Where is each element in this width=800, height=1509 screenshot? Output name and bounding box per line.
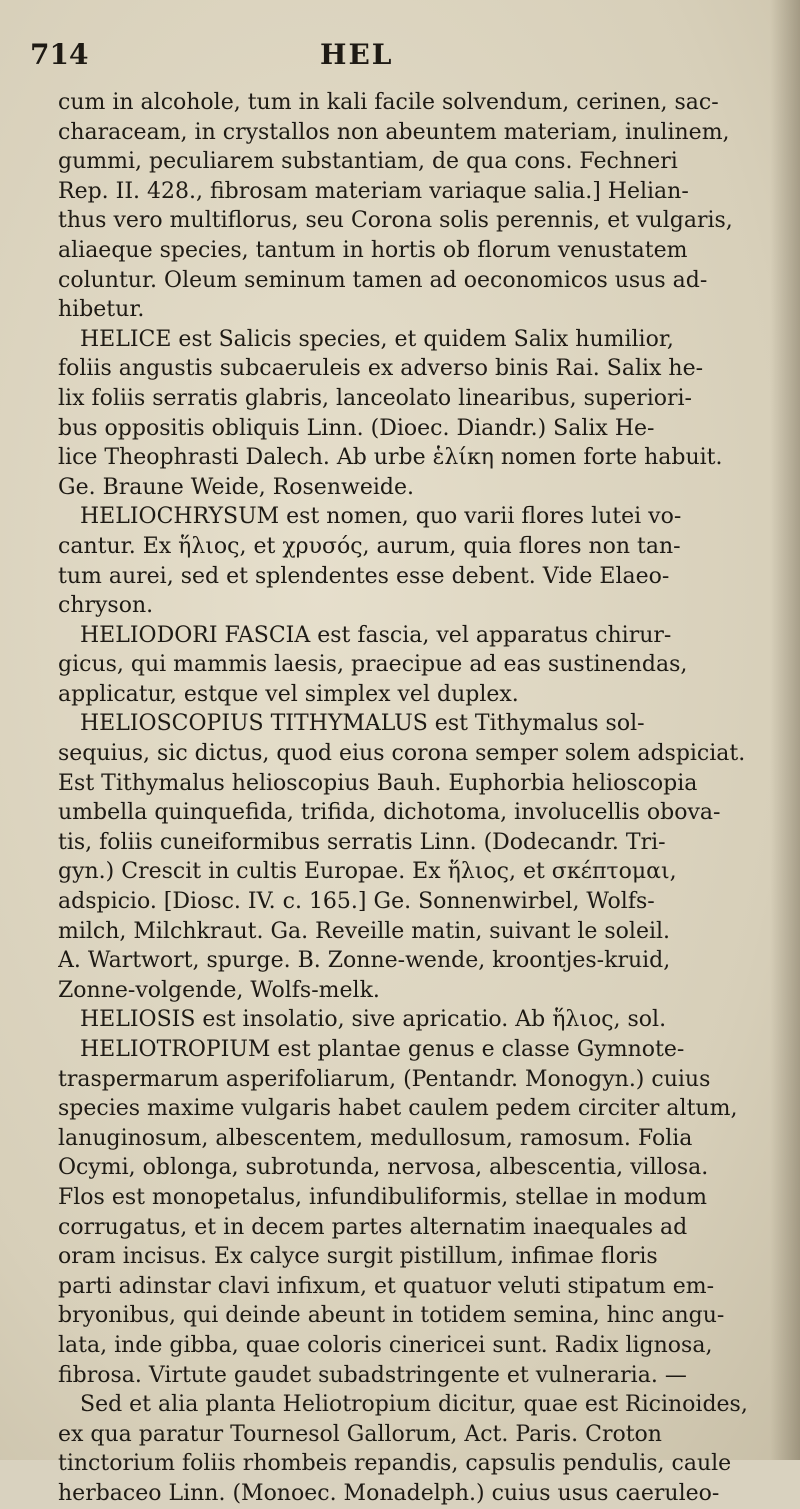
entry-heading-line: HELIOCHRYSUM est nomen, quo varii flores lutei vo-: [80, 504, 682, 530]
text-line: lata, inde gibba, quae coloris cinericei sunt. Radix lignosa,: [58, 1332, 713, 1358]
text-line: traspermarum asperifoliarum, (Pentandr. Monogyn.) cuius: [58, 1066, 711, 1092]
entry-heading-line: HELICE est Salicis species, et quidem Salix humilior,: [80, 326, 674, 352]
text-line: Ocymi, oblonga, subrotunda, nervosa, albescentia, villosa.: [58, 1155, 709, 1181]
text-line: Ge. Braune Weide, Rosenweide.: [58, 474, 414, 500]
text-line: lice Theophrasti Dalech. Ab urbe ἑλίκη nomen forte habuit.: [58, 445, 723, 471]
text-line: fibrosa. Virtute gaudet subadstringente et vulneraria. —: [58, 1362, 687, 1388]
text-line: Rep. II. 428., fibrosam materiam variaque salia.] Helian-: [58, 178, 689, 204]
text-line: tum aurei, sed et splendentes esse debent. Vide Elaeo-: [58, 563, 670, 589]
text-line: adspicio. [Diosc. IV. c. 165.] Ge. Sonnenwirbel, Wolfs-: [58, 889, 655, 915]
page-header: [30, 38, 760, 78]
entry-heading-line: HELIOTROPIUM est plantae genus e classe Gymnote-: [80, 1037, 685, 1062]
text-line: cum in alcohole, tum in kali facile solvendum, cerinen, sac-: [58, 90, 719, 115]
text-line: oram incisus. Ex calyce surgit pistillum, infimae floris: [58, 1244, 658, 1270]
running-head: HEL: [320, 38, 394, 71]
text-line: A. Wartwort, spurge. B. Zonne-wende, kroontjes-kruid,: [58, 948, 671, 974]
page-number: 714: [30, 38, 89, 71]
text-line: bryonibus, qui deinde abeunt in totidem semina, hinc angu-: [58, 1303, 725, 1329]
text-line: bus oppositis obliquis Linn. (Dioec. Diandr.) Salix He-: [58, 415, 655, 441]
text-line: parti adinstar clavi infixum, et quatuor veluti stipatum em-: [58, 1273, 715, 1299]
entry-heading-line: HELIOSCOPIUS TITHYMALUS est Tithymalus sol-: [80, 711, 645, 737]
page-edge-shadow: [770, 0, 800, 1460]
text-line: lanuginosum, albescentem, medullosum, ramosum. Folia: [58, 1125, 693, 1151]
text-line: Zonne-volgende, Wolfs-melk.: [58, 977, 380, 1003]
text-line: umbella quinquefida, trifida, dichotoma, involucellis obova-: [58, 800, 721, 826]
text-line: gummi, peculiarem substantiam, de qua cons. Fechneri: [58, 149, 678, 175]
entry-heading-line: HELIOSIS est insolatio, sive apricatio. Ab ἥλιος, sol.: [80, 1007, 667, 1033]
text-line: milch, Milchkraut. Ga. Reveille matin, suivant le soleil.: [58, 918, 671, 944]
body-text: [58, 88, 770, 1509]
text-line: sequius, sic dictus, quod eius corona semper solem adspiciat.: [58, 741, 746, 767]
text-line: tinctorium foliis rhombeis repandis, capsulis pendulis, caule: [58, 1451, 732, 1477]
text-line: species maxime vulgaris habet caulem pedem circiter altum,: [58, 1096, 738, 1122]
text-line: gicus, qui mammis laesis, praecipue ad eas sustinendas,: [58, 652, 688, 678]
text-line: thus vero multiflorus, seu Corona solis perennis, et vulgaris,: [58, 208, 733, 234]
entry-heading-line: HELIODORI FASCIA est fascia, vel apparatus chirur-: [80, 622, 672, 648]
text-line: hibetur.: [58, 297, 145, 323]
text-line: gyn.) Crescit in cultis Europae. Ex ἥλιος, et σκέπτομαι,: [58, 859, 677, 885]
text-line: Flos est monopetalus, infundibuliformis, stellae in modum: [58, 1184, 708, 1210]
text-line: corrugatus, et in decem partes alternatim inaequales ad: [58, 1214, 688, 1240]
text-line: characeam, in crystallos non abeuntem materiam, inulinem,: [58, 119, 730, 145]
text-line: Sed et alia planta Heliotropium dicitur, quae est Ricinoides,: [80, 1392, 748, 1418]
text-line: tis, foliis cuneiformibus serratis Linn. (Dodecandr. Tri-: [58, 829, 666, 855]
text-line: coluntur. Oleum seminum tamen ad oeconomicos usus ad-: [58, 267, 708, 293]
text-line: foliis angustis subcaeruleis ex adverso binis Rai. Salix he-: [58, 356, 704, 382]
text-line: aliaeque species, tantum in hortis ob florum venustatem: [58, 237, 688, 263]
text-line: Est Tithymalus helioscopius Bauh. Euphorbia helioscopia: [58, 770, 698, 796]
text-line: applicatur, estque vel simplex vel duplex.: [58, 681, 519, 707]
text-line: chryson.: [58, 593, 154, 619]
text-line: cantur. Ex ἥλιος, et χρυσός, aurum, quia flores non tan-: [58, 533, 681, 559]
text-line: ex qua paratur Tournesol Gallorum, Act. Paris. Croton: [58, 1421, 662, 1447]
text-line: herbaceo Linn. (Monoec. Monadelph.) cuius usus caeruleo-: [58, 1480, 720, 1506]
text-line: lix foliis serratis glabris, lanceolato linearibus, superiori-: [58, 385, 692, 411]
